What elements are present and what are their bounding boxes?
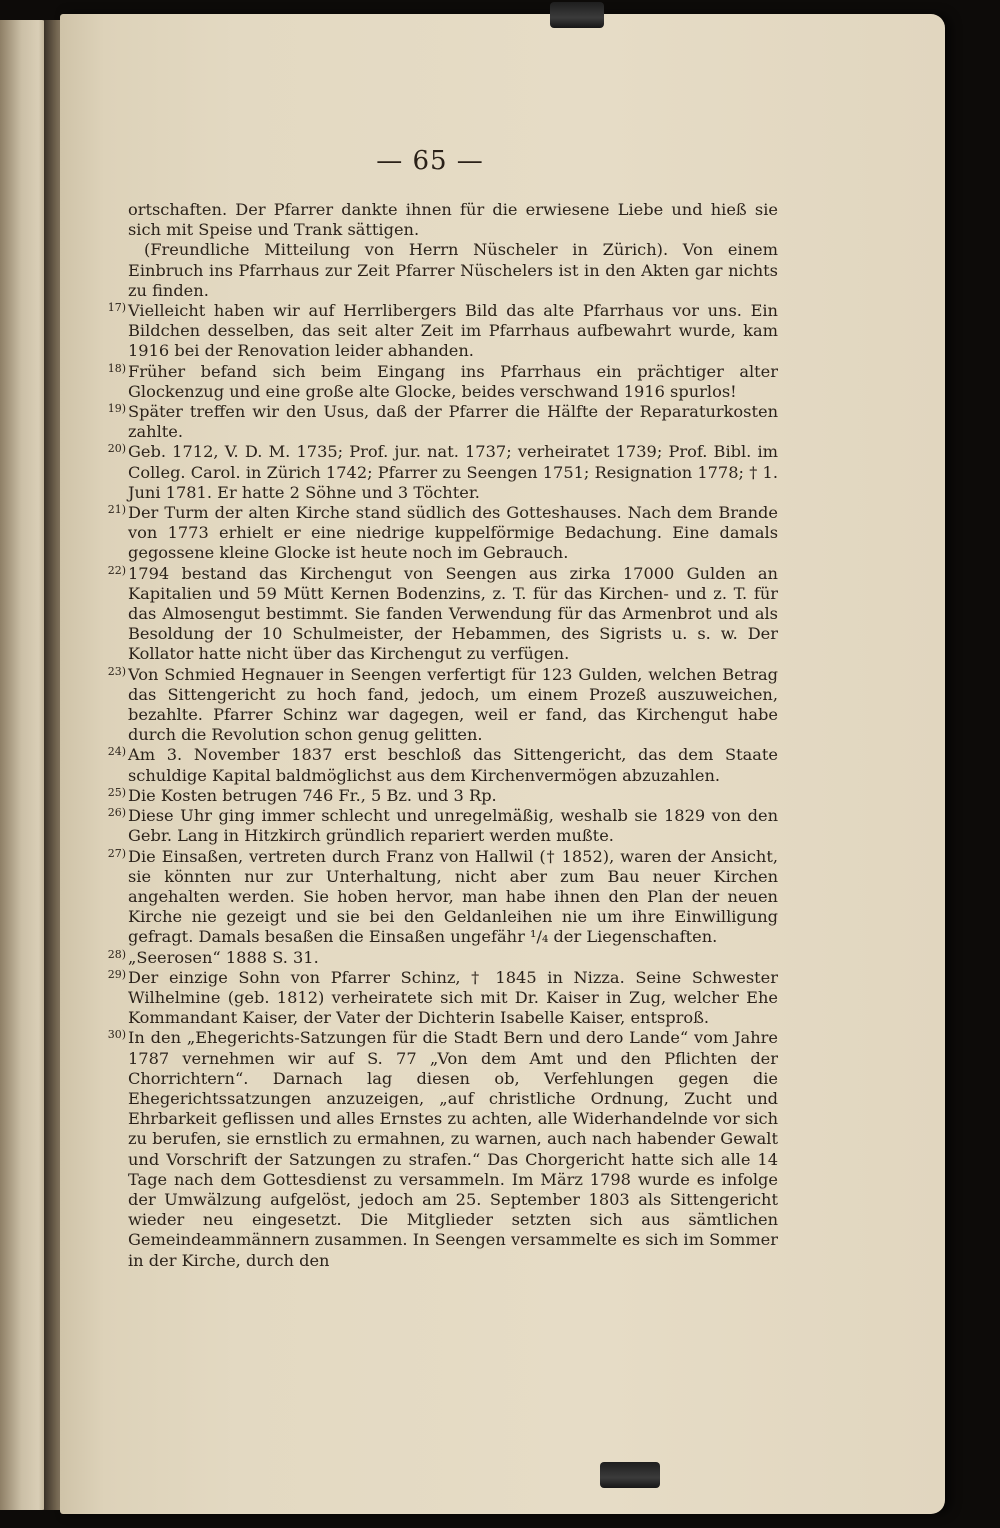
footnote (107, 301, 778, 362)
footnote-text: Die Einsaßen, vertreten durch Franz von Hallwil († 1852), waren der Ansicht, sie könnten nur zur Unterhaltung, nicht aber zum Bau neuer Kirchen angehalten werden. Sie hoben hervor, man habe ihnen den Plan der neuen Kirche nie gezeigt und sie bei den Geldanleihen nie um ihre Einwilligung gefragt. Damals besaßen die Einsaßen ungefähr ¹/₄ der Liegenschaften. (128, 846, 778, 947)
footnote-number: 23) (107, 664, 126, 678)
page-number: — 65 — (376, 146, 484, 176)
footnote-text: In den „Ehegerichts-Satzungen für die Stadt Bern und dero Lande“ vom Jahre 1787 vernehmen wir auf S. 77 „Von dem Amt und den Pflichten der Chorrichtern“. Darnach lag diesen ob, Verfehlungen gegen die Ehegerichtssatzungen anzuzeigen, „auf christliche Ordnung, Zucht und Ehrbarkeit geflissen und alles Ernstes zu achten, alle Widerhandelnde vor sich zu berufen, sie ernstlich zu ermahnen, zu warnen, auch nach habender Gewalt und Vorschrift der Satzungen zu strafen.“ Das Chorgericht hatte sich alle 14 Tage nach dem Gottesdienst zu versammeln. Im März 1798 wurde es infolge der Umwälzung aufgelöst, jedoch am 25. September 1803 als Sittengericht wieder neu eingesetzt. Die Mitglieder setzten sich aus sämtlichen Gemeindeammännern zusammen. In Seengen versammelte es sich im Sommer in der Kirche, durch den (128, 1028, 778, 1270)
footnote-number: 22) (107, 563, 126, 577)
footnote (107, 745, 778, 785)
footnote-text: 1794 bestand das Kirchengut von Seengen aus zirka 17000 Gulden an Kapitalien und 59 Mütt Kernen Bodenzins, z. T. für das Kirchen- und z. T. für das Almosengut bestimmt. Sie fanden Verwendung für das Armenbrot und als Besoldung der 10 Schulmeister, der Hebammen, des Sigrists u. s. w. Der Kollator hatte nicht über das Kirchengut zu verfügen. (128, 563, 778, 664)
footnote-text: Der Turm der alten Kirche stand südlich des Gotteshauses. Nach dem Brande von 1773 erhielt er eine niedrige kuppelförmige Bedachung. Eine damals gegossene kleine Glocke ist heute noch im Gebrauch. (128, 503, 778, 563)
footnote-number: 21) (107, 503, 126, 517)
footnote-text: Früher befand sich beim Eingang ins Pfarrhaus ein prächtiger alter Glockenzug und eine große alte Glocke, beides verschwand 1916 spurlos! (128, 361, 778, 401)
footnote-text: Vielleicht haben wir auf Herrlibergers Bild das alte Pfarrhaus vor uns. Ein Bildchen desselben, das seit alter Zeit im Pfarrhaus aufbewahrt wurde, kam 1916 bei der Renovation leider abhanden. (128, 301, 778, 361)
footnote (107, 402, 778, 442)
footnote (107, 664, 778, 746)
footnote-text: Diese Uhr ging immer schlecht und unregelmäßig, weshalb sie 1829 von den Gebr. Lang in Hitzkirch gründlich repariert werden mußte. (128, 806, 778, 846)
footnote-number: 19) (107, 402, 126, 416)
intro-paragraph-2: (Freundliche Mitteilung von Herrn Nüscheler in Zürich). Von einem Einbruch ins Pfarrhaus zur Zeit Pfarrer Nüschelers ist in den Akten gar nichts zu finden. (128, 240, 778, 300)
footnote-number: 17) (107, 301, 126, 315)
footnote-number: 24) (107, 745, 126, 759)
footnote-text: Von Schmied Hegnauer in Seengen verfertigt für 123 Gulden, welchen Betrag das Sittengericht zu hoch fand, jedoch, um einem Prozeß auszuweichen, bezahlte. Pfarrer Schinz war dagegen, weil er fand, das Kirchengut habe durch die Revolution schon genug gelitten. (128, 664, 778, 745)
footnote-text: Die Kosten betrugen 746 Fr., 5 Bz. und 3 Rp. (128, 785, 497, 805)
intro-paragraph-1: ortschaften. Der Pfarrer dankte ihnen für die erwiesene Liebe und hieß sie sich mit Speise und Trank sättigen. (128, 200, 778, 240)
footnote (107, 947, 778, 968)
footnote-number: 20) (107, 442, 126, 456)
footnote (107, 967, 778, 1029)
page-clip-bottom (600, 1462, 660, 1488)
footnote-number: 29) (107, 967, 126, 981)
page-clip-top (550, 2, 604, 28)
footnote (107, 563, 778, 665)
footnote (107, 1028, 778, 1270)
footnote (107, 846, 778, 948)
footnote-number: 30) (107, 1028, 126, 1042)
footnote-text: Am 3. November 1837 erst beschloß das Sittengericht, das dem Staate schuldige Kapital baldmöglichst aus dem Kirchenvermögen abzuzahlen. (128, 745, 778, 785)
footnote-number: 26) (107, 806, 126, 820)
footnote (107, 503, 778, 564)
footnote-number: 18) (107, 361, 126, 375)
footnote-text: Später treffen wir den Usus, daß der Pfarrer die Hälfte der Reparaturkosten zahlte. (128, 402, 778, 442)
footnote-number: 27) (107, 846, 126, 860)
footnote-block (107, 200, 778, 1271)
footnote-text: „Seerosen“ 1888 S. 31. (128, 947, 319, 967)
footnote (107, 361, 778, 402)
footnote (107, 442, 778, 503)
footnote-number: 25) (107, 785, 126, 799)
facing-page-edge (0, 20, 48, 1510)
footnote-text: Der einzige Sohn von Pfarrer Schinz, † 1845 in Nizza. Seine Schwester Wilhelmine (geb. 1812) verheiratete sich mit Dr. Kaiser in Zug, welcher Ehe Kommandant Kaiser, der Vater der Dichterin Isabelle Kaiser, entsproß. (128, 967, 778, 1028)
footnote (107, 806, 778, 846)
footnote-number: 28) (107, 947, 126, 961)
footnote (107, 785, 778, 806)
footnote-text: Geb. 1712, V. D. M. 1735; Prof. jur. nat. 1737; verheiratet 1739; Prof. Bibl. im Colleg. Carol. in Zürich 1742; Pfarrer zu Seengen 1751; Resignation 1778; † 1. Juni 1781. Er hatte 2 Söhne und 3 Töchter. (128, 442, 778, 502)
